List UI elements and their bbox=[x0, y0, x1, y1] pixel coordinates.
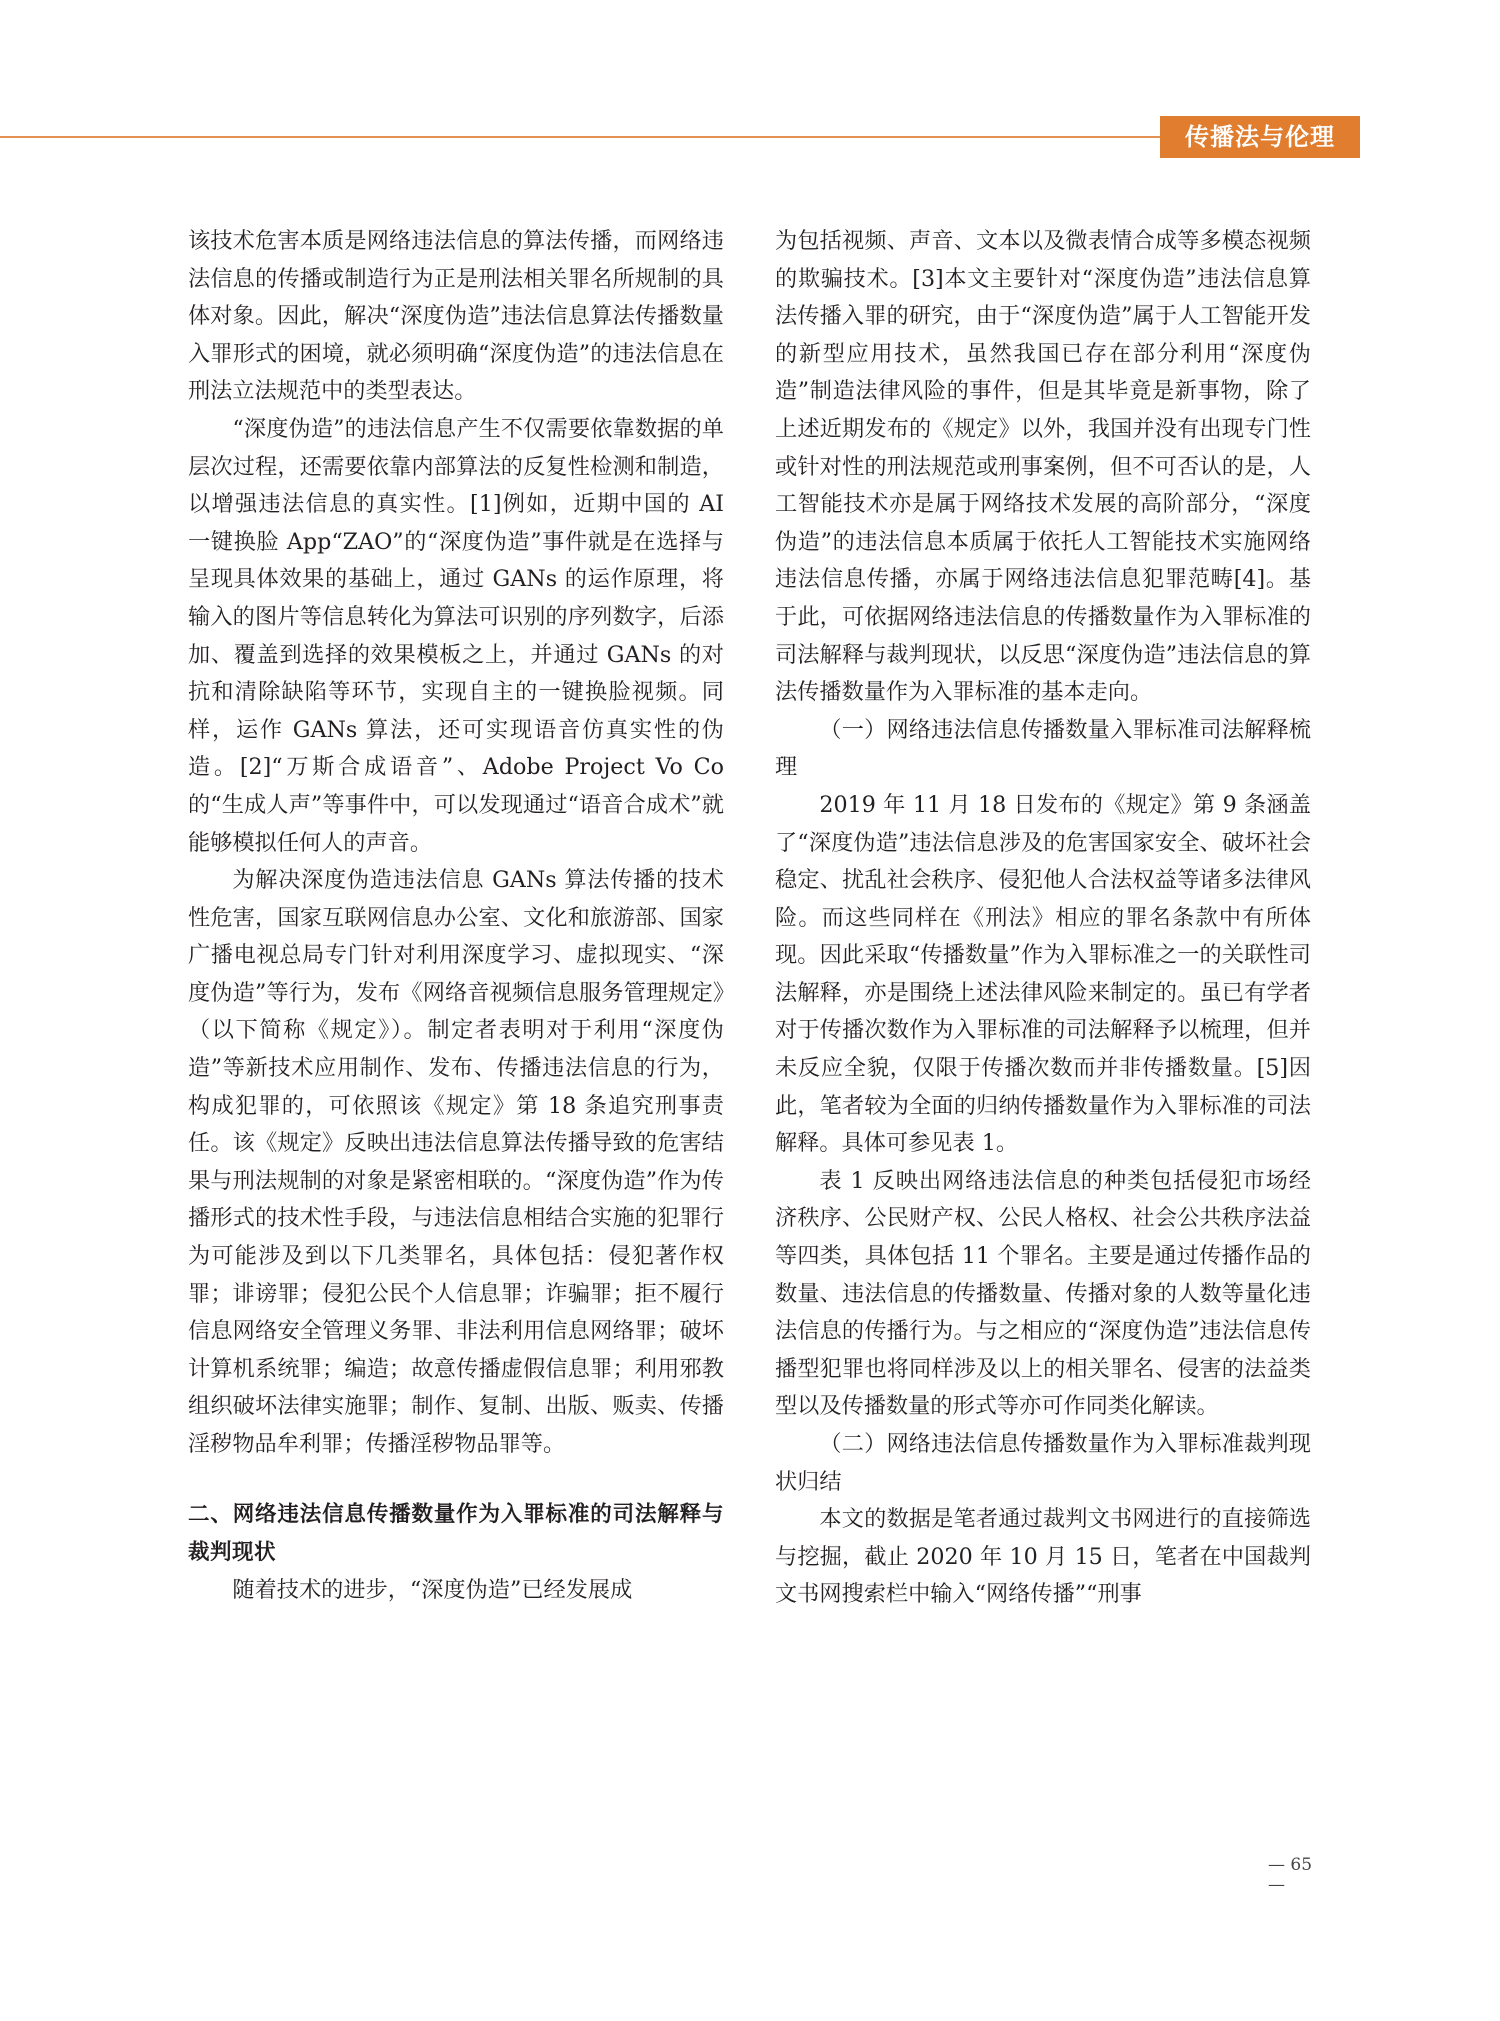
paragraph: 该技术危害本质是网络违法信息的算法传播，而网络违法信息的传播或制造行为正是刑法相关罪名所规制的具体对象。因此，解决“深度伪造”违法信息算法传播数量入罪形式的困境，就必须明确“深度伪造”的违法信息在刑法立法规范中的类型表达。 bbox=[188, 228, 724, 405]
paragraph: 表 1 反映出网络违法信息的种类包括侵犯市场经济秩序、公民财产权、公民人格权、社会公共秩序法益等四类，具体包括 11 个罪名。主要是通过传播作品的数量、违法信息的传播数量、传播对象的人数等量化违法信息的传播行为。与之相应的“深度伪造”违法信息传播型犯罪也将同样涉及以上的相关罪名、侵害的法益类型以及传播数量的形式等亦可作同类化解读。 bbox=[775, 1167, 1311, 1420]
paragraph: 本文的数据是笔者通过裁判文书网进行的直接筛选与挖掘，截止 2020 年 10 月 15 日，笔者在中国裁判文书网搜索栏中输入“网络传播”“刑事 bbox=[775, 1506, 1311, 1608]
subsection-heading: （一）网络违法信息传播数量入罪标准司法解释梳理 bbox=[775, 716, 1311, 781]
paragraph: 随着技术的进步，“深度伪造”已经发展成 bbox=[232, 1576, 633, 1603]
right-column bbox=[775, 223, 1311, 1614]
page-number: — 65 — bbox=[1268, 1855, 1313, 1895]
paragraph: 为解决深度伪造违法信息 GANs 算法传播的技术性危害，国家互联网信息办公室、文化和旅游部、国家广播电视总局专门针对利用深度学习、虚拟现实、“深度伪造”等行为，发布《网络音视频信息服务管理规定》（以下简称《规定》）。制定者表明对于利用“深度伪造”等新技术应用制作、发布、传播违法信息的行为，构成犯罪的，可依照该《规定》第 18 条追究刑事责任。该《规定》反映出违法信息算法传播导致的危害结果与刑法规制的对象是紧密相联的。“深度伪造”作为传播形式的技术性手段，与违法信息相结合实施的犯罪行为可能涉及到以下几类罪名，具体包括：侵犯著作权罪；诽谤罪；侵犯公民个人信息罪；诈骗罪；拒不履行信息网络安全管理义务罪、非法利用信息网络罪；破坏计算机系统罪；编造；故意传播虚假信息罪；利用邪教组织破坏法律实施罪；制作、复制、出版、贩卖、传播淫秽物品牟利罪；传播淫秽物品罪等。 bbox=[188, 867, 724, 1457]
paragraph: 2019 年 11 月 18 日发布的《规定》第 9 条涵盖了“深度伪造”违法信息涉及的危害国家安全、破坏社会稳定、扰乱社会秩序、侵犯他人合法权益等诸多法律风险。而这些同样在《刑法》相应的罪名条款中有所体现。因此采取“传播数量”作为入罪标准之一的关联性司法解释，亦是围绕上述法律风险来制定的。虽已有学者对于传播次数作为入罪标准的司法解释予以梳理，但并未反应全貌，仅限于传播次数而并非传播数量。[5]因此，笔者较为全面的归纳传播数量作为入罪标准的司法解释。具体可参见表 1。 bbox=[775, 791, 1311, 1157]
left-column bbox=[188, 223, 724, 1609]
paragraph: 为包括视频、声音、文本以及微表情合成等多模态视频的欺骗技术。[3]本文主要针对“深度伪造”违法信息算法传播入罪的研究，由于“深度伪造”属于人工智能开发的新型应用技术，虽然我国已存在部分利用“深度伪造”制造法律风险的事件，但是其毕竟是新事物，除了上述近期发布的《规定》以外，我国并没有出现专门性或针对性的刑法规范或刑事案例，但不可否认的是，人工智能技术亦是属于网络技术发展的高阶部分，“深度伪造”的违法信息本质属于依托人工智能技术实施网络违法信息传播，亦属于网络违法信息犯罪范畴[4]。基于此，可依据网络违法信息的传播数量作为入罪标准的司法解释与裁判现状，以反思“深度伪造”违法信息的算法传播数量作为入罪标准的基本走向。 bbox=[775, 228, 1311, 706]
header-rule bbox=[0, 136, 1165, 138]
paragraph: “深度伪造”的违法信息产生不仅需要依靠数据的单层次过程，还需要依靠内部算法的反复性检测和制造，以增强违法信息的真实性。[1]例如，近期中国的 AI 一键换脸 App“ZAO”的“深度伪造”事件就是在选择与呈现具体效果的基础上，通过 GANs 的运作原理，将输入的图片等信息转化为算法可识别的序列数字，后添加、覆盖到选择的效果模板之上，并通过 GANs 的对抗和清除缺陷等环节，实现自主的一键换脸视频。同样，运作 GANs 算法，还可实现语音仿真实性的伪造。[2]“万斯合成语音”、Adobe Project Vo Co 的“生成人声”等事件中，可以发现通过“语音合成术”就能够模拟任何人的声音。 bbox=[188, 415, 724, 856]
subsection-heading: （二）网络违法信息传播数量作为入罪标准裁判现状归结 bbox=[775, 1431, 1311, 1495]
section-heading: 二、网络违法信息传播数量作为入罪标准的司法解释与裁判现状 bbox=[188, 1501, 724, 1565]
section-title-tab: 传播法与伦理 bbox=[1160, 116, 1360, 158]
